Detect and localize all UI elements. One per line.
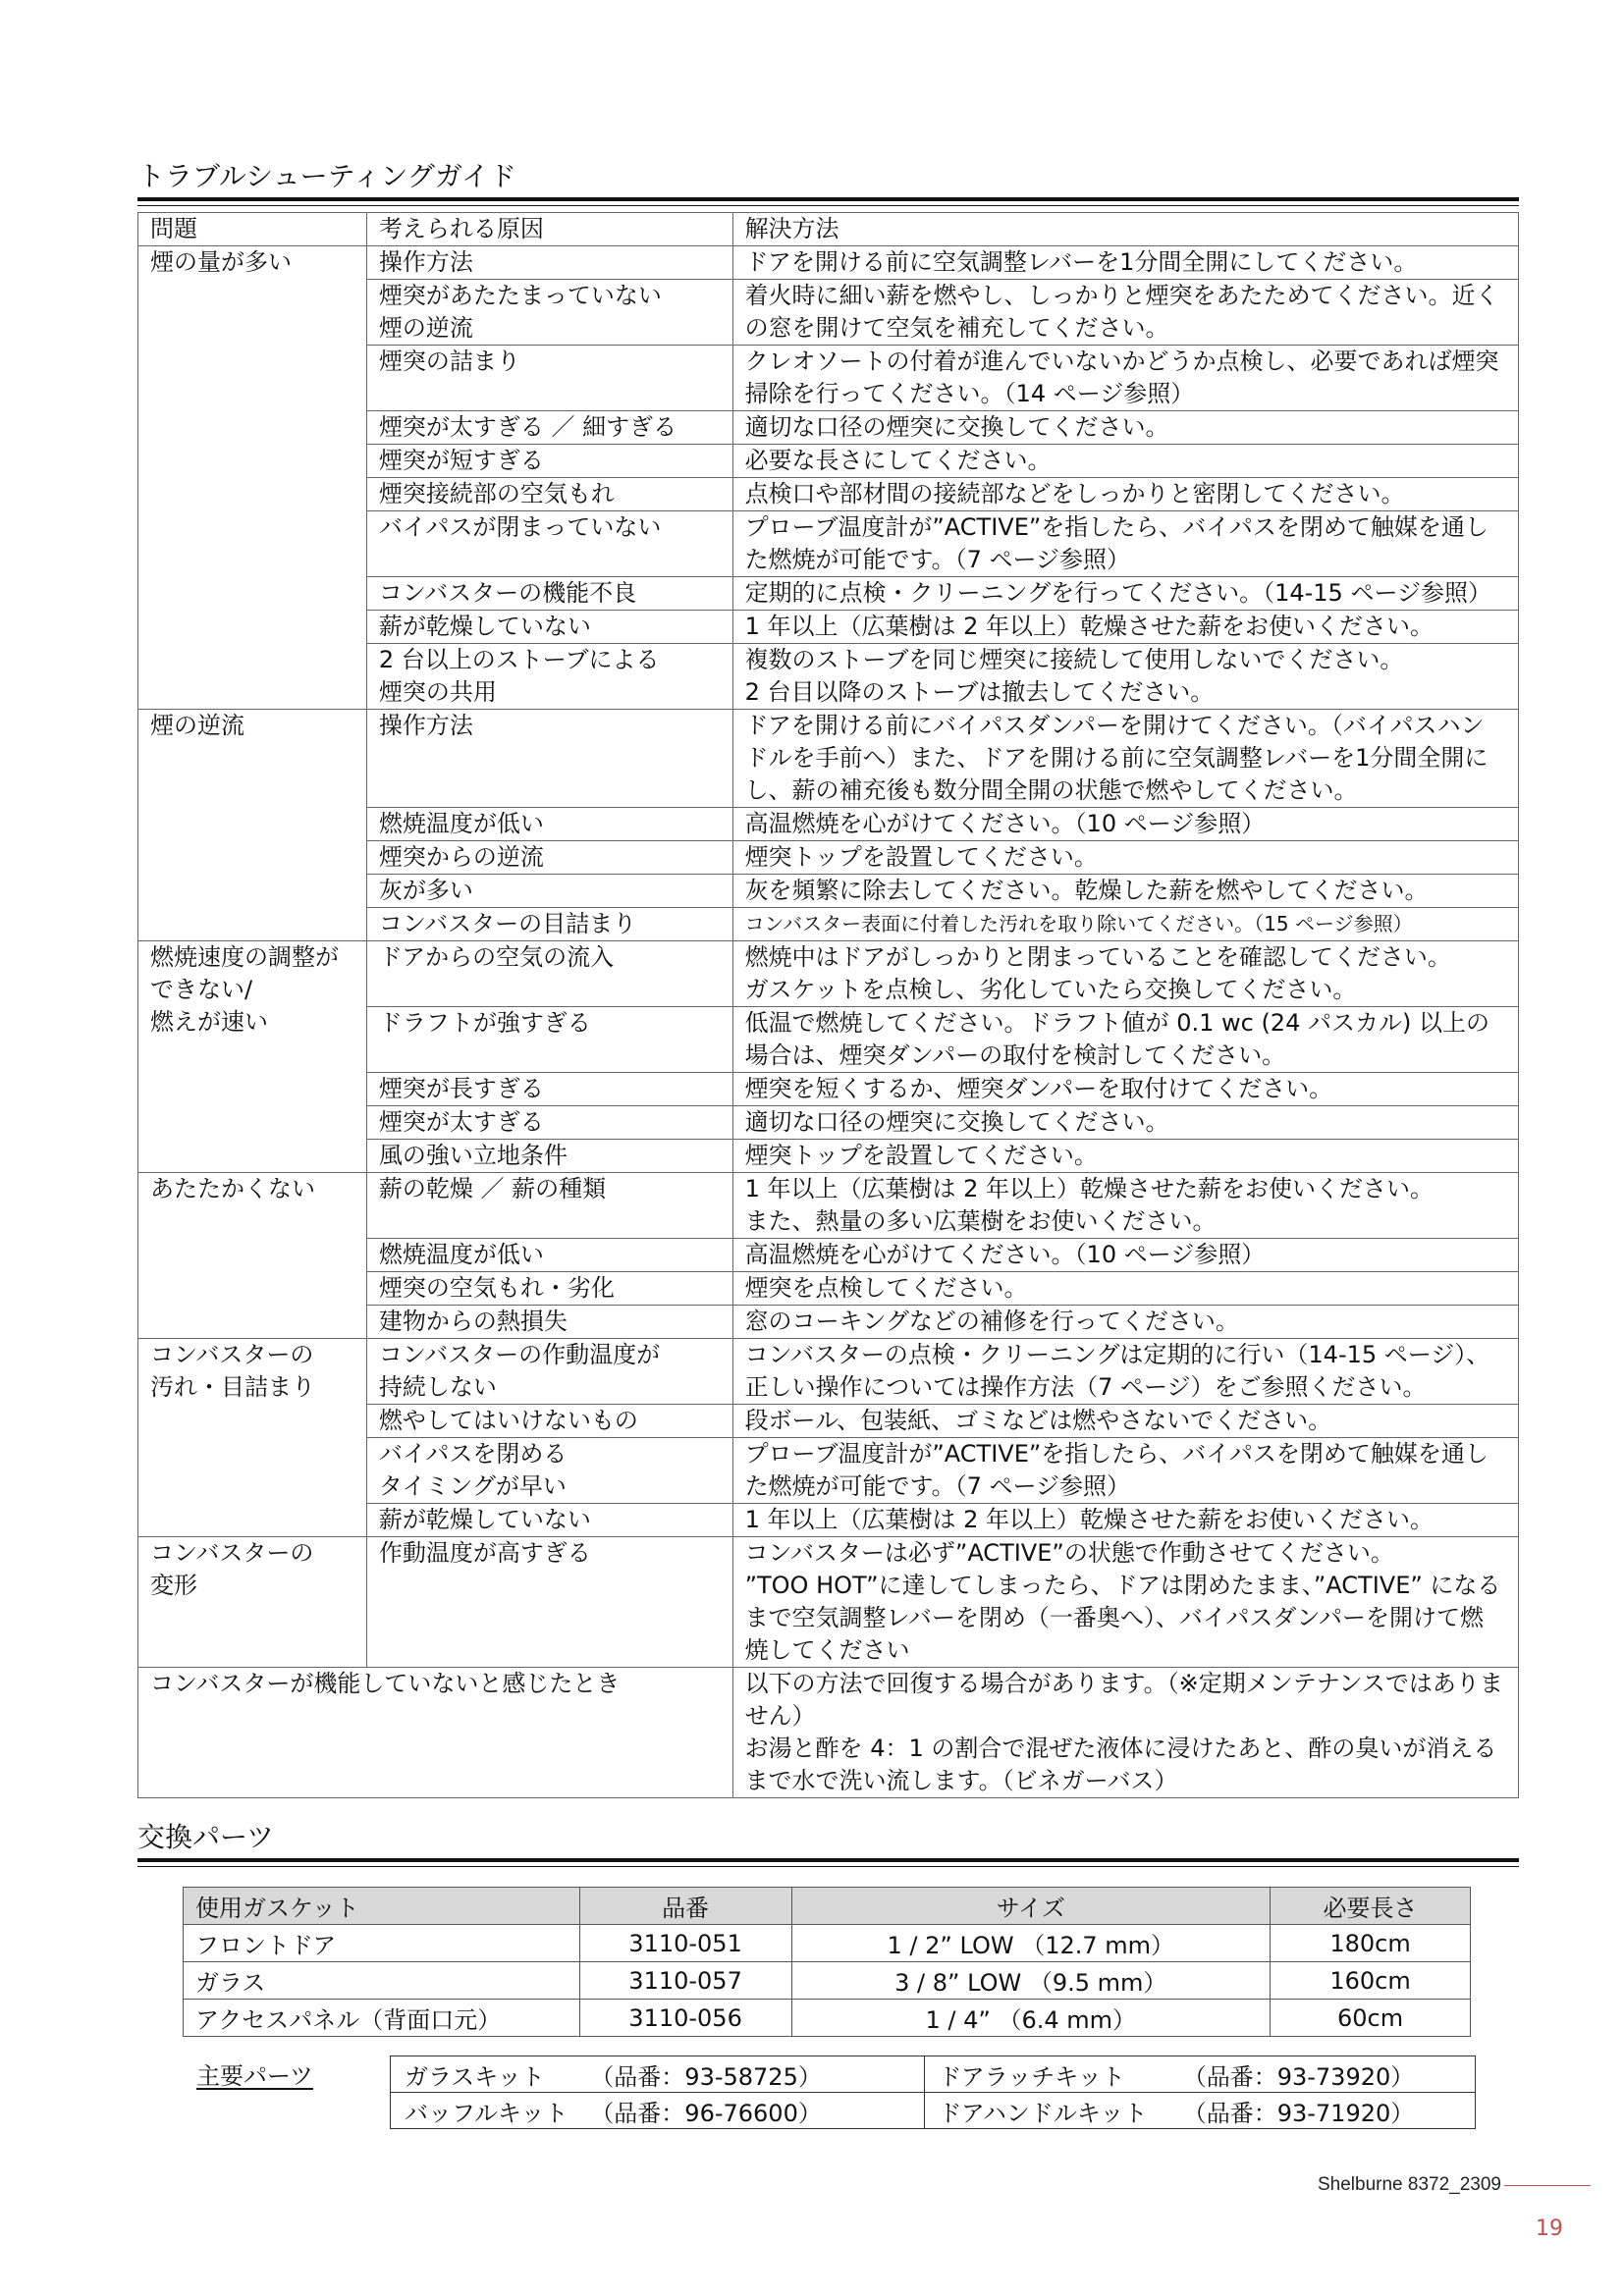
part-name: ドアラッチキット (924, 2056, 1179, 2093)
cause-cell: 作動温度が高すぎる (366, 1537, 732, 1668)
cause-cell: バイパスが閉まっていない (366, 511, 732, 577)
parts-cell: 3110-057 (579, 1962, 791, 2000)
cause-cell: コンバスターの機能不良 (366, 577, 732, 611)
problem-cell: 煙の逆流 (138, 710, 367, 941)
parts-cell: 3110-051 (579, 1925, 791, 1962)
solution-cell: ドアを開ける前にバイパスダンパーを開けてください。（バイパスハンドルを手前へ）また、ドアを開ける前に空気調整レバーを1分間全開にし、薪の補充後も数分間全開の状態で燃やしてください。 (732, 710, 1518, 808)
troubleshooting-table (137, 212, 1519, 1798)
table-row (138, 1537, 1519, 1668)
parts-title: 交換パーツ (137, 1821, 274, 1853)
cause-cell: 煙突が太すぎる (366, 1106, 732, 1140)
solution-cell: 適切な口径の煙突に交換してください。 (732, 1106, 1518, 1140)
parts-header-row (184, 1888, 1471, 1925)
parts-cell: 1 / 2” LOW （12.7 mm） (791, 1925, 1271, 1962)
solution-cell: 灰を頻繁に除去してください。乾燥した薪を燃やしてください。 (732, 875, 1518, 908)
parts-cell: ガラス (184, 1962, 580, 2000)
parts-cell: フロントドア (184, 1925, 580, 1962)
solution-cell: 低温で燃焼してください。ドラフト値が 0.1 wc (24 パスカル) 以上の場合は、煙突ダンパーの取付を検討してください。 (732, 1007, 1518, 1073)
cause-cell: 薪が乾燥していない (366, 611, 732, 644)
cause-cell: 建物からの熱損失 (366, 1306, 732, 1339)
parts-cell: 180cm (1271, 1925, 1471, 1962)
table-row (138, 1668, 1519, 1798)
cause-cell: 操作方法 (366, 710, 732, 808)
problem-cell: コンバスターの 汚れ・目詰まり (138, 1339, 367, 1537)
cause-cell: 燃焼温度が低い (366, 1239, 732, 1272)
solution-cell: 1 年以上（広葉樹は 2 年以上）乾燥させた薪をお使いください。 (732, 611, 1518, 644)
page-number: 19 (1536, 2216, 1563, 2241)
parts-cell: 160cm (1271, 1962, 1471, 2000)
solution-cell: コンバスター表面に付着した汚れを取り除いてください。（15 ページ参照） (732, 908, 1518, 941)
cause-cell: コンバスターの目詰まり (366, 908, 732, 941)
cause-cell: 煙突からの逆流 (366, 841, 732, 875)
solution-cell: 窓のコーキングなどの補修を行ってください。 (732, 1306, 1518, 1339)
cause-cell: ドラフトが強すぎる (366, 1007, 732, 1073)
cause-cell: 煙突接続部の空気もれ (366, 478, 732, 511)
cause-cell: 煙突が長すぎる (366, 1073, 732, 1106)
solution-cell: プローブ温度計が”ACTIVE”を指したら、バイパスを閉めて触媒を通した燃焼が可能です。（7 ページ参照） (732, 511, 1518, 577)
cause-cell: 操作方法 (366, 246, 732, 280)
problem-cell: 煙の量が多い (138, 246, 367, 710)
solution-cell: プローブ温度計が”ACTIVE”を指したら、バイパスを閉めて触媒を通した燃焼が可能です。（7 ページ参照） (732, 1438, 1518, 1504)
parts-rule-thick (137, 1858, 1519, 1862)
column-header: サイズ (791, 1888, 1271, 1925)
document-id: Shelburne 8372_2309 (1317, 2174, 1501, 2195)
problem-cell: コンバスターの 変形 (138, 1537, 367, 1668)
cause-cell: 2 台以上のストーブによる 煙突の共用 (366, 644, 732, 710)
solution-cell: コンバスターは必ず”ACTIVE”の状態で作動させてください。 ”TOO HOT”に達してしまったら、ドアは閉めたまま、”ACTIVE” になるまで空気調整レバーを閉め（一番奥へ）、バイパスダンパーを開けて燃焼してください (732, 1537, 1518, 1668)
parts-cell: 60cm (1271, 2000, 1471, 2037)
gasket-table (183, 1887, 1471, 2037)
parts-cell: アクセスパネル（背面口元） (184, 2000, 580, 2037)
solution-cell: コンバスターの点検・クリーニングは定期的に行い（14-15 ページ）、正しい操作については操作方法（7 ページ）をご参照ください。 (732, 1339, 1518, 1405)
column-header: 問題 (138, 213, 367, 246)
cause-cell: ドアからの空気の流入 (366, 941, 732, 1007)
cause-cell: 燃やしてはいけないもの (366, 1405, 732, 1438)
part-number: （品番：93-71920） (1179, 2093, 1476, 2129)
solution-cell: クレオソートの付着が進んでいないかどうか点検し、必要であれば煙突掃除を行ってください。（14 ページ参照） (732, 346, 1518, 411)
part-number: （品番：93-73920） (1179, 2056, 1476, 2093)
title-rule-thick (137, 197, 1519, 201)
solution-cell: 燃焼中はドアがしっかりと閉まっていることを確認してください。 ガスケットを点検し、劣化していたら交換してください。 (732, 941, 1518, 1007)
solution-cell: 高温燃焼を心がけてください。（10 ページ参照） (732, 1239, 1518, 1272)
problem-cell: 燃焼速度の調整ができない/ 燃えが速い (138, 941, 367, 1173)
table-row (184, 1962, 1471, 2000)
parts-rule-thin (137, 1866, 1519, 1867)
part-number: （品番：93-58725） (586, 2056, 924, 2093)
cause-cell: 薪が乾燥していない (366, 1504, 732, 1537)
parts-cell: 1 / 4” （6.4 mm） (791, 2000, 1271, 2037)
table-row (391, 2056, 1476, 2093)
table-row (184, 1925, 1471, 1962)
cause-cell: 煙突が太すぎる ／ 細すぎる (366, 411, 732, 445)
parts-cell: 3 / 8” LOW （9.5 mm） (791, 1962, 1271, 2000)
cause-cell: 灰が多い (366, 875, 732, 908)
table-row (138, 1173, 1519, 1239)
solution-cell: 1 年以上（広葉樹は 2 年以上）乾燥させた薪をお使いください。 (732, 1504, 1518, 1537)
solution-cell: ドアを開ける前に空気調整レバーを1分間全開にしてください。 (732, 246, 1518, 280)
parts-cell: 3110-056 (579, 2000, 791, 2037)
cause-cell: コンバスターの作動温度が 持続しない (366, 1339, 732, 1405)
solution-cell: 高温燃焼を心がけてください。（10 ページ参照） (732, 808, 1518, 841)
problem-cell: あたたかくない (138, 1173, 367, 1339)
troubleshooting-title: トラブルシューティングガイド (137, 160, 516, 192)
cause-cell: 薪の乾燥 ／ 薪の種類 (366, 1173, 732, 1239)
table-row (391, 2093, 1476, 2129)
column-header: 使用ガスケット (184, 1888, 580, 1925)
solution-cell: 煙突を短くするか、煙突ダンパーを取付けてください。 (732, 1073, 1518, 1106)
table-row (138, 710, 1519, 808)
column-header: 必要長さ (1271, 1888, 1471, 1925)
solution-cell: 段ボール、包装紙、ゴミなどは燃やさないでください。 (732, 1405, 1518, 1438)
column-header: 解決方法 (732, 213, 1518, 246)
solution-cell: 必要な長さにしてください。 (732, 445, 1518, 478)
solution-cell: 点検口や部材間の接続部などをしっかりと密閉してください。 (732, 478, 1518, 511)
cause-cell: 煙突が短すぎる (366, 445, 732, 478)
part-name: ガラスキット (391, 2056, 587, 2093)
solution-cell: 着火時に細い薪を燃やし、しっかりと煙突をあたためてください。近くの窓を開けて空気を補充してください。 (732, 280, 1518, 346)
column-header: 品番 (579, 1888, 791, 1925)
part-number: （品番：96-76600） (586, 2093, 924, 2129)
solution-cell: 煙突トップを設置してください。 (732, 841, 1518, 875)
solution-cell: 煙突トップを設置してください。 (732, 1140, 1518, 1173)
table-row (138, 246, 1519, 280)
solution-cell: 以下の方法で回復する場合があります。（※定期メンテナンスではありません） お湯と酢を 4：1 の割合で混ぜた液体に浸けたあと、酢の臭いが消えるまで水で洗い流します。（ビネガーバス） (732, 1668, 1518, 1798)
cause-cell: 風の強い立地条件 (366, 1140, 732, 1173)
problem-cell: コンバスターが機能していないと感じたとき (138, 1668, 733, 1798)
solution-cell: 煙突を点検してください。 (732, 1272, 1518, 1306)
table-row (184, 2000, 1471, 2037)
solution-cell: 複数のストーブを同じ煙突に接続して使用しないでください。 2 台目以降のストーブは撤去してください。 (732, 644, 1518, 710)
solution-cell: 定期的に点検・クリーニングを行ってください。（14-15 ページ参照） (732, 577, 1518, 611)
solution-cell: 適切な口径の煙突に交換してください。 (732, 411, 1518, 445)
cause-cell: バイパスを閉める タイミングが早い (366, 1438, 732, 1504)
solution-cell: 1 年以上（広葉樹は 2 年以上）乾燥させた薪をお使いください。 また、熱量の多い広葉樹をお使いください。 (732, 1173, 1518, 1239)
header-row (138, 213, 1519, 246)
column-header: 考えられる原因 (366, 213, 732, 246)
cause-cell: 煙突の詰まり (366, 346, 732, 411)
title-rule-thin (137, 205, 1519, 206)
cause-cell: 煙突の空気もれ・劣化 (366, 1272, 732, 1306)
main-parts-label: 主要パーツ (196, 2062, 314, 2090)
footer-rule (1504, 2185, 1591, 2186)
table-row (138, 941, 1519, 1007)
table-row (138, 1339, 1519, 1405)
part-name: ドアハンドルキット (924, 2093, 1179, 2129)
main-parts-table (390, 2056, 1476, 2129)
part-name: バッフルキット (391, 2093, 587, 2129)
cause-cell: 燃焼温度が低い (366, 808, 732, 841)
cause-cell: 煙突があたたまっていない 煙の逆流 (366, 280, 732, 346)
